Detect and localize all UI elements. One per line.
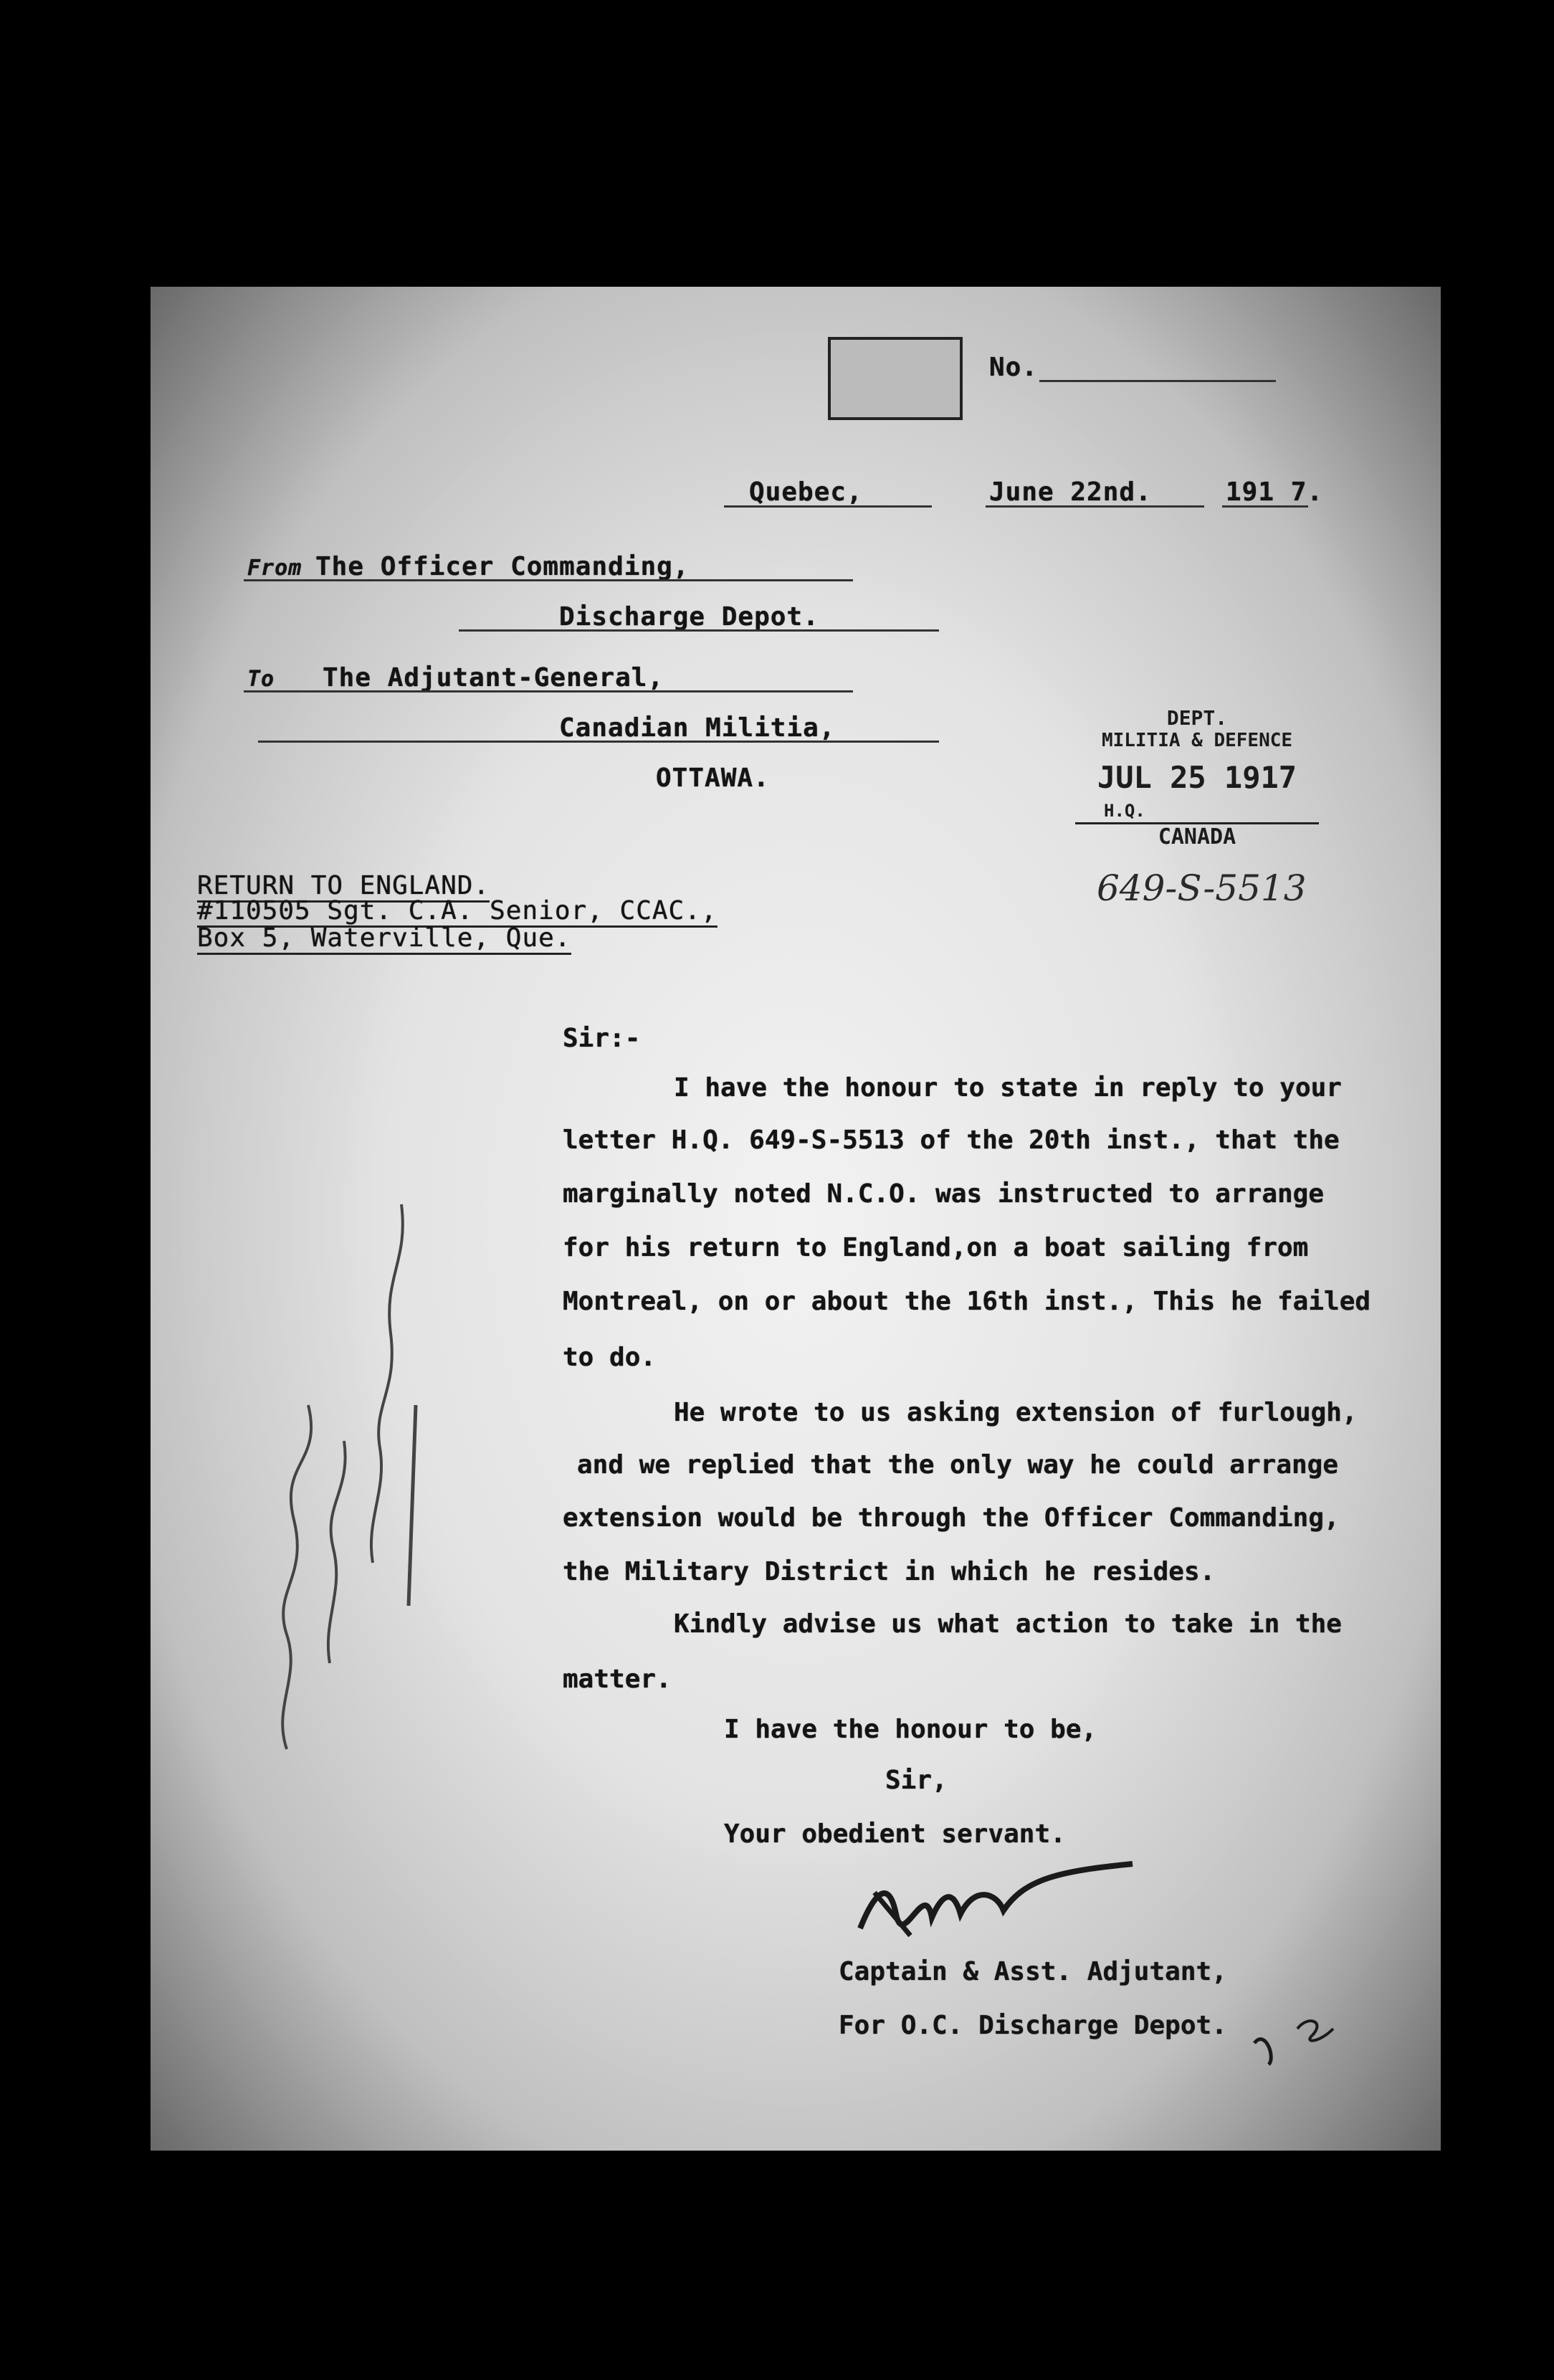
p1-line5: Montreal, on or about the 16th inst., This he failed [563,1287,1371,1316]
file-number-line [1039,380,1276,382]
to-line2: Canadian Militia, [559,713,836,743]
year: 191 7. [1226,477,1324,507]
from-line1: The Officer Commanding, [315,552,690,581]
stamp-line5: CANADA [1075,822,1319,849]
closing-line2: Sir, [885,1766,948,1795]
from-label: From [247,556,302,581]
p1-line4: for his return to England,on a boat sailing from [563,1233,1309,1262]
p3-line1: Kindly advise us what action to take in the [674,1609,1342,1639]
p2-line3: extension would be through the Officer Commanding, [563,1503,1340,1533]
stamp-line1: DEPT. [1166,706,1228,730]
p2-line4: the Military District in which he resides. [563,1557,1216,1586]
place: Quebec, [749,477,863,507]
page-mark [1240,2000,1340,2072]
closing-line1: I have the honour to be, [724,1715,1097,1744]
handwritten-margin-note [244,1118,430,1763]
p1-line6: to do. [563,1343,657,1372]
signature-title1: Captain & Asst. Adjutant, [839,1957,1227,1986]
date: June 22nd. [989,477,1152,507]
corner-stamp-box [828,337,963,420]
p2-line1: He wrote to us asking extension of furlough, [674,1398,1358,1427]
p3-line2: matter. [563,1665,672,1694]
received-stamp [1075,706,1319,849]
p1-line3: marginally noted N.C.O. was instructed to arrange [563,1179,1325,1209]
subject-line2: #110505 Sgt. C.A. Senior, CCAC., [197,896,718,928]
salutation: Sir:- [563,1024,641,1053]
to-line1: The Adjutant-General, [323,663,664,692]
file-number-label: No. [989,353,1039,382]
to-label: To [247,667,275,692]
closing-line3: Your obedient servant. [724,1819,1066,1849]
to-line3: OTTAWA. [656,763,770,793]
p1-line2: letter H.Q. 649-S-5513 of the 20th inst., that the [563,1125,1340,1155]
stamp-date: JUL 25 1917 [1097,760,1297,795]
p1-line1: I have the honour to state in reply to your [674,1073,1342,1103]
p2-line2: and we replied that the only way he could arrange [577,1450,1339,1480]
stamp-line2: MILITIA & DEFENCE [1101,730,1293,751]
stamp-line4: H.Q. [1104,801,1145,821]
signature [846,1850,1147,1950]
from-line2: Discharge Depot. [559,602,819,632]
handwritten-file-ref: 649-S-5513 [1097,867,1307,909]
subject-title: RETURN TO ENGLAND. [197,871,490,903]
subject-line3: Box 5, Waterville, Que. [197,923,571,955]
signature-title2: For O.C. Discharge Depot. [839,2011,1227,2040]
